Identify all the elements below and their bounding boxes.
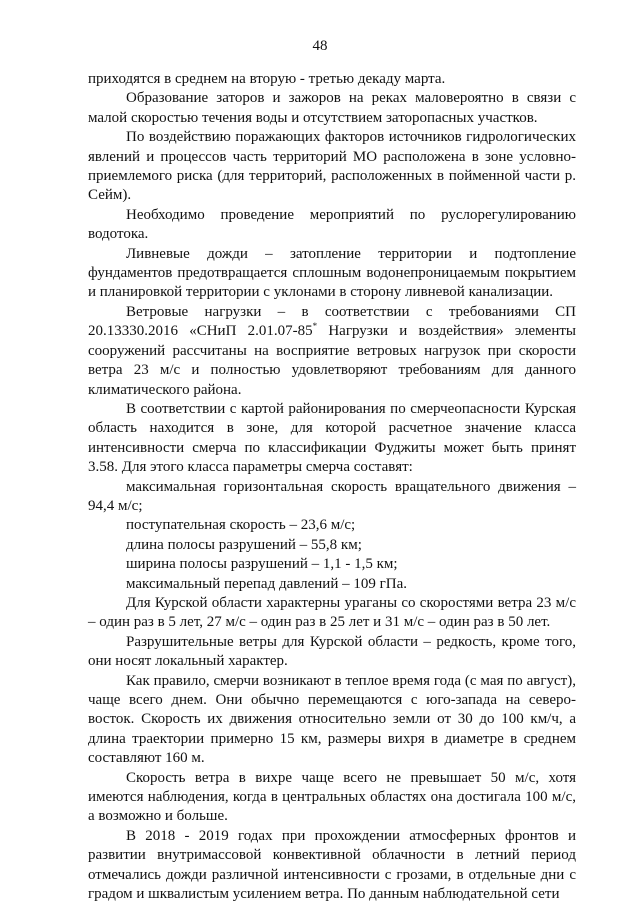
paragraph: Необходимо проведение мероприятий по руслорегулированию водотока. xyxy=(88,206,576,243)
paragraph: По воздействию поражающих факторов источников гидрологических явлений и процессов часть территорий МО расположена в зоне условно-приемлемого риска (для территорий, расположенных в пойменной части р. Сейм). xyxy=(88,129,576,204)
page-number: 48 xyxy=(312,38,328,54)
paragraph: Для Курской области характерны ураганы со скоростями ветра 23 м/с – один раз в 5 лет, 27 м/с – один раз в 25 лет и 31 м/с – один раз в 50 лет. xyxy=(88,594,576,631)
paragraph: Разрушительные ветры для Курской области – редкость, кроме того, они носят локальный характер. xyxy=(88,633,576,670)
paragraph: В 2018 - 2019 годах при прохождении атмосферных фронтов и развитии внутримассовой конвективной облачности в летний период отмечались дожди различной интенсивности с грозами, в отдельные дни с градом и шквалистым усилением ветра. По данным наблюдательной сети xyxy=(88,827,576,903)
list-item: максимальная горизонтальная скорость вращательного движения – 94,4 м/с; xyxy=(88,478,576,514)
list-item: максимальный перепад давлений – 109 гПа. xyxy=(126,575,407,592)
paragraph: Ливневые дожди – затопление территории и подтопление фундаментов предотвращается сплошным водонепроницаемым покрытием и планировкой территории с уклонами в сторону ливневой канализации. xyxy=(88,245,576,301)
paragraph: приходятся в среднем на вторую - третью декаду марта. xyxy=(88,71,446,87)
body-text xyxy=(88,70,576,904)
paragraph: Как правило, смерчи возникают в теплое время года (с мая по август), чаще всего днем. Они обычно перемещаются с юго-запада на северо-восток. Скорость их движения относительно земли от 30 до 100 км/ч, а длина траектории примерно 15 км, размеры вихря в диаметре в среднем составляют 160 м. xyxy=(88,672,576,767)
paragraph-text-part: Нагрузки и воздействия» элементы сооружений рассчитаны на восприятие ветровых нагрузок при скорости ветра 23 м/с и полностью удовлетворяют требованиям для данного климатического района. xyxy=(88,323,576,398)
paragraph: Скорость ветра в вихре чаще всего не превышает 50 м/с, хотя имеются наблюдения, когда в центральных областях она достигала 100 м/с, а возможно и больше. xyxy=(88,769,576,825)
paragraph: В соответствии с картой районирования по смерчеопасности Курская область находится в зоне, для которой расчетное значение класса интенсивности смерча по классификации Фуджиты может быть принят 3.58. Для этого класса параметры смерча составят: xyxy=(88,400,576,476)
list-item: длина полосы разрушений – 55,8 км; xyxy=(126,536,362,553)
paragraph-text-part: Ветровые нагрузки – в соответствии с требованиями СП 20.13330.2016 «СНиП 2.01.07-85 xyxy=(88,303,576,340)
paragraph-wind-loads xyxy=(88,303,576,400)
paragraph: Образование заторов и зажоров на реках маловероятно в связи с малой скоростью течения воды и отсутствием заторопасных участков. xyxy=(88,90,576,126)
list-item: ширина полосы разрушений – 1,1 - 1,5 км; xyxy=(126,556,398,573)
list-item: поступательная скорость – 23,6 м/с; xyxy=(126,517,356,534)
footnote-asterisk: * xyxy=(312,321,318,332)
